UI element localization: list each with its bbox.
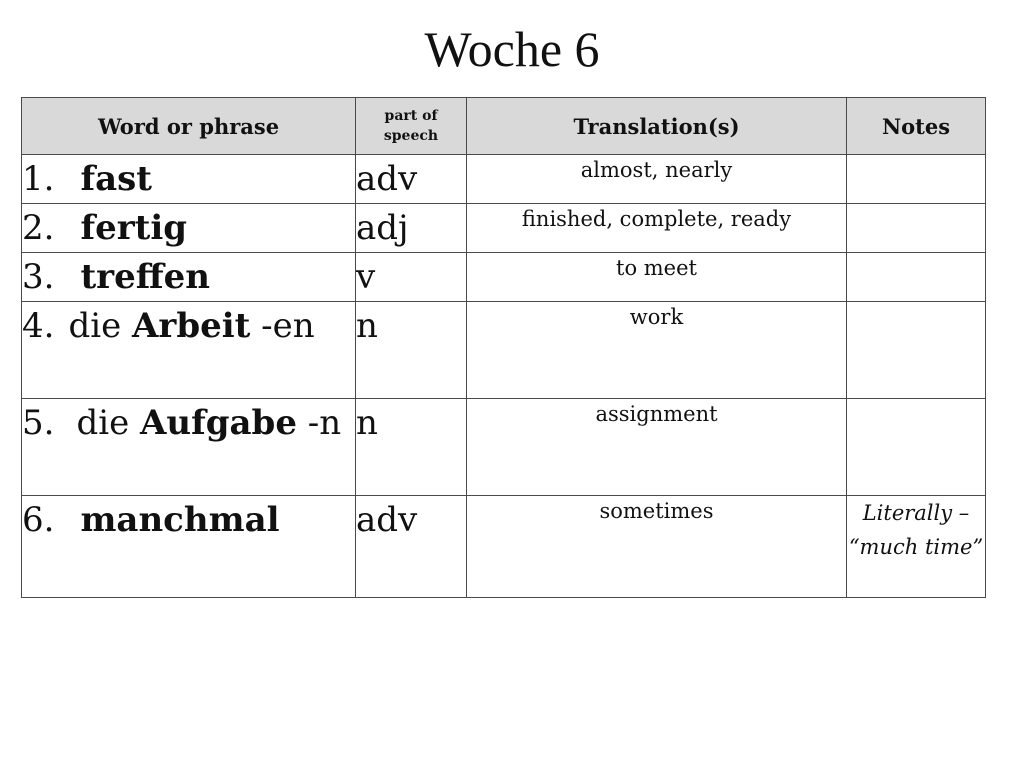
- word-cell: [22, 302, 356, 399]
- table-row: [22, 302, 986, 399]
- translation-cell: finished, complete, ready: [467, 204, 847, 253]
- row-number: 4.: [22, 306, 55, 346]
- word-cell: [22, 253, 356, 302]
- part-of-speech-cell: n: [356, 399, 467, 496]
- notes-cell: [847, 204, 986, 253]
- page-title: Woche 6: [424, 21, 600, 77]
- translation-cell: sometimes: [467, 496, 847, 598]
- table-row: [22, 155, 986, 204]
- article: die: [76, 403, 141, 443]
- word-cell: [22, 204, 356, 253]
- part-of-speech-cell: n: [356, 302, 467, 399]
- row-number: 3.: [22, 257, 55, 297]
- word-cell: [22, 496, 356, 598]
- table-header-row: [22, 98, 986, 155]
- notes-cell: [847, 155, 986, 204]
- header-part-of-speech-line2: speech: [383, 128, 439, 144]
- table-row: [22, 399, 986, 496]
- german-word: manchmal: [80, 500, 280, 540]
- row-number: 6.: [22, 500, 55, 540]
- german-word: fast: [80, 159, 152, 199]
- german-word: Arbeit: [132, 306, 251, 346]
- word-cell: [22, 399, 356, 496]
- row-number: 2.: [22, 208, 55, 248]
- part-of-speech-cell: v: [356, 253, 467, 302]
- header-part-of-speech: [356, 98, 467, 155]
- translation-cell: almost, nearly: [467, 155, 847, 204]
- header-notes: Notes: [847, 98, 986, 155]
- vocabulary-table: [21, 97, 986, 598]
- notes-cell: [847, 253, 986, 302]
- table-row: [22, 496, 986, 598]
- plural-ending: -en: [250, 306, 315, 346]
- translation-cell: work: [467, 302, 847, 399]
- notes-cell: Literally – “much time”: [847, 496, 986, 598]
- row-number: 5.: [22, 403, 55, 443]
- plural-ending: -n: [296, 403, 342, 443]
- notes-cell: [847, 302, 986, 399]
- german-word: Aufgabe: [140, 403, 297, 443]
- part-of-speech-cell: adv: [356, 496, 467, 598]
- word-cell: [22, 155, 356, 204]
- part-of-speech-cell: adj: [356, 204, 467, 253]
- notes-cell: [847, 399, 986, 496]
- header-translation: Translation(s): [467, 98, 847, 155]
- german-word: treffen: [80, 257, 210, 297]
- row-number: 1.: [22, 159, 55, 199]
- part-of-speech-cell: adv: [356, 155, 467, 204]
- german-word: fertig: [80, 208, 188, 248]
- table-row: [22, 253, 986, 302]
- translation-cell: assignment: [467, 399, 847, 496]
- header-part-of-speech-line1: part of: [384, 108, 438, 124]
- translation-cell: to meet: [467, 253, 847, 302]
- table-row: [22, 204, 986, 253]
- header-word-or-phrase: Word or phrase: [22, 98, 356, 155]
- article: die: [68, 306, 133, 346]
